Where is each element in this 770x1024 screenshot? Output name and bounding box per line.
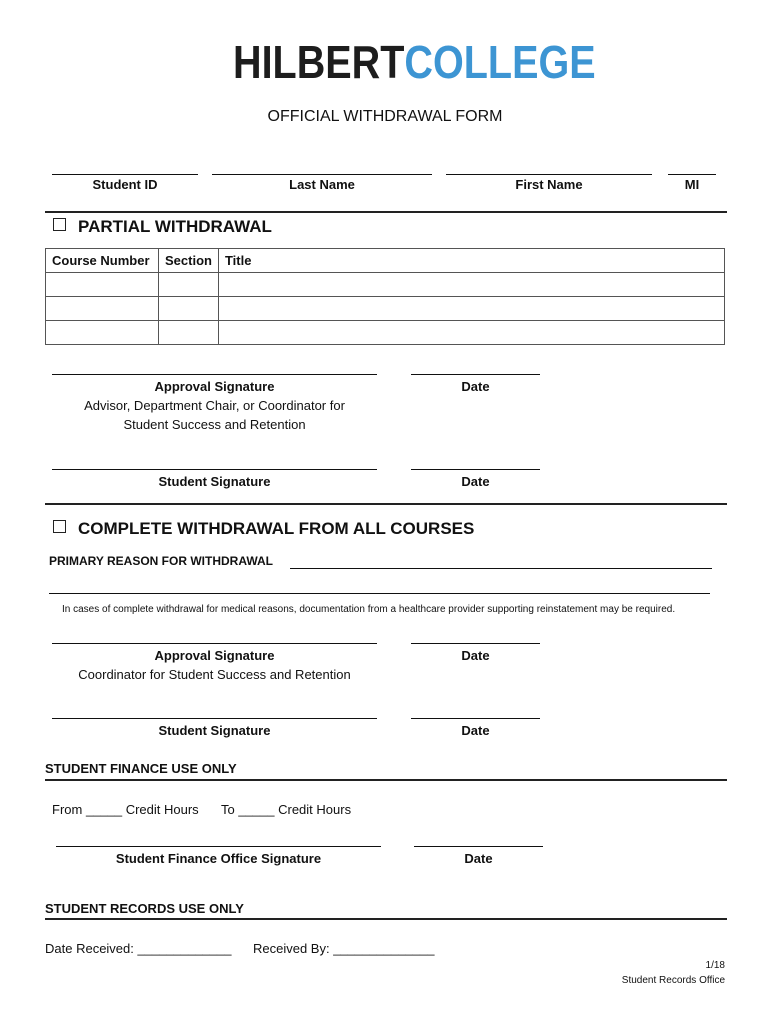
hilbert-college-logo (233, 34, 596, 90)
title-header: Title (218, 249, 724, 273)
finance-heading: STUDENT FINANCE USE ONLY (45, 761, 237, 776)
received-by-field[interactable]: Received By: ______________ (253, 941, 435, 956)
complete-student-signature-line[interactable] (52, 718, 377, 719)
complete-approval-label: Approval Signature (154, 648, 275, 663)
course-table (45, 248, 725, 345)
finance-signature-label: Student Finance Office Signature (115, 851, 322, 866)
logo-part-2: COLLEGE (404, 36, 596, 88)
last-name-line[interactable] (212, 174, 432, 175)
logo-part-1: HILBERT (233, 36, 405, 88)
to-credit-hours[interactable]: To _____ Credit Hours (221, 802, 352, 817)
complete-withdrawal-checkbox[interactable] (53, 520, 66, 533)
course-number-header: Course Number (46, 249, 159, 273)
from-credit-hours[interactable]: From _____ Credit Hours (52, 802, 199, 817)
table-header-row (46, 249, 725, 273)
complete-approval-date-line[interactable] (411, 643, 540, 644)
partial-student-date-line[interactable] (411, 469, 540, 470)
primary-reason-line-2[interactable] (49, 593, 710, 594)
table-row (46, 321, 725, 345)
complete-student-date-label: Date (461, 723, 490, 738)
section-divider (45, 503, 727, 505)
form-title: OFFICIAL WITHDRAWAL FORM (267, 108, 503, 125)
partial-approval-desc-1: Advisor, Department Chair, or Coordinator for (84, 398, 345, 413)
section-header: Section (159, 249, 219, 273)
footer-office: Student Records Office (621, 975, 725, 986)
section-divider (45, 779, 727, 781)
partial-approval-date-label: Date (461, 379, 490, 394)
table-cell[interactable] (159, 297, 219, 321)
last-name-label: Last Name (289, 177, 355, 192)
partial-withdrawal-heading (53, 217, 272, 237)
primary-reason-label: PRIMARY REASON FOR WITHDRAWAL (49, 554, 273, 568)
partial-student-date-label: Date (461, 474, 490, 489)
date-received-field[interactable]: Date Received: _____________ (45, 941, 232, 956)
mi-line[interactable] (668, 174, 716, 175)
finance-date-line[interactable] (414, 846, 543, 847)
primary-reason-line-1[interactable] (290, 568, 712, 569)
table-cell[interactable] (218, 273, 724, 297)
complete-approval-desc: Coordinator for Student Success and Retention (78, 667, 351, 682)
complete-approval-signature-line[interactable] (52, 643, 377, 644)
partial-approval-label: Approval Signature (154, 379, 275, 394)
section-divider (45, 211, 727, 213)
table-cell[interactable] (46, 273, 159, 297)
complete-student-date-line[interactable] (411, 718, 540, 719)
complete-approval-date-label: Date (461, 648, 490, 663)
mi-label: MI (684, 177, 700, 192)
partial-approval-signature-line[interactable] (52, 374, 377, 375)
student-id-line[interactable] (52, 174, 198, 175)
table-cell[interactable] (159, 321, 219, 345)
table-cell[interactable] (218, 321, 724, 345)
finance-date-label: Date (464, 851, 493, 866)
section-divider (45, 918, 727, 920)
table-cell[interactable] (46, 321, 159, 345)
complete-student-signature-label: Student Signature (158, 723, 271, 738)
complete-withdrawal-heading (53, 519, 474, 539)
partial-withdrawal-title: PARTIAL WITHDRAWAL (78, 217, 272, 236)
table-row (46, 297, 725, 321)
medical-note: In cases of complete withdrawal for medical reasons, documentation from a healthcare provider supporting reinstatement may be required. (62, 604, 676, 615)
partial-approval-desc-2: Student Success and Retention (123, 417, 306, 432)
table-cell[interactable] (159, 273, 219, 297)
finance-signature-line[interactable] (56, 846, 381, 847)
complete-withdrawal-title: COMPLETE WITHDRAWAL FROM ALL COURSES (78, 519, 475, 538)
table-cell[interactable] (46, 297, 159, 321)
first-name-line[interactable] (446, 174, 652, 175)
first-name-label: First Name (515, 177, 583, 192)
form-version: 1/18 (705, 960, 725, 971)
partial-withdrawal-checkbox[interactable] (53, 218, 66, 231)
partial-student-signature-label: Student Signature (158, 474, 271, 489)
records-heading: STUDENT RECORDS USE ONLY (45, 901, 244, 916)
partial-approval-date-line[interactable] (411, 374, 540, 375)
table-cell[interactable] (218, 297, 724, 321)
table-row (46, 273, 725, 297)
student-id-label: Student ID (92, 177, 158, 192)
partial-student-signature-line[interactable] (52, 469, 377, 470)
